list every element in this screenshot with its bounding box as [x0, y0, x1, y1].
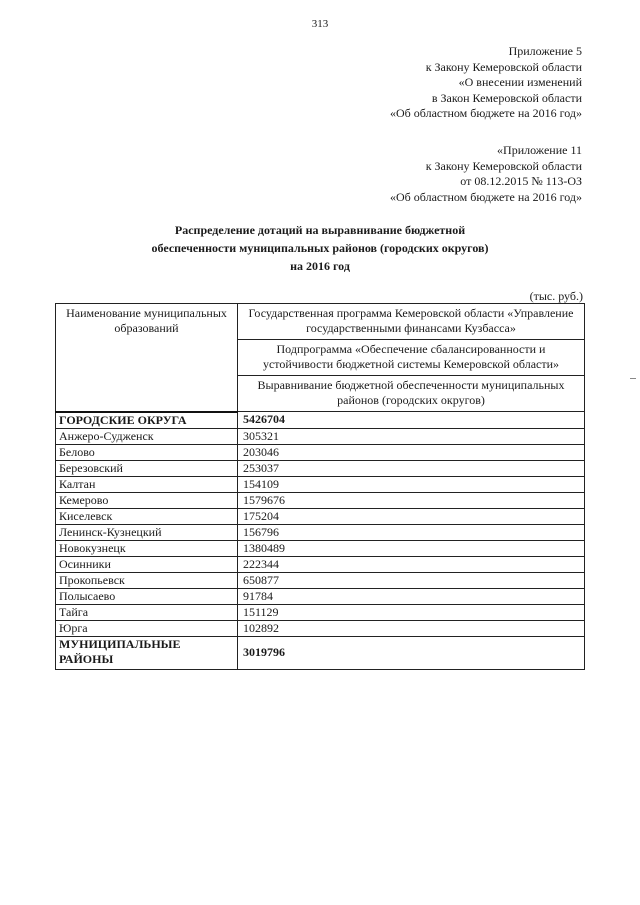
header-name: Наименование муниципальных образований	[56, 304, 238, 412]
annex-line: «Приложение 11	[497, 143, 582, 157]
table-row	[56, 428, 585, 444]
annex-5-header	[390, 44, 582, 122]
row-name: Киселевск	[56, 508, 238, 524]
table-row	[56, 444, 585, 460]
table-row	[56, 620, 585, 636]
row-value: 203046	[238, 444, 585, 460]
row-name: Новокузнецк	[56, 540, 238, 556]
row-name: Кемерово	[56, 492, 238, 508]
row-value: 151129	[238, 604, 585, 620]
row-name: Ленинск-Кузнецкий	[56, 524, 238, 540]
row-value: 1380489	[238, 540, 585, 556]
header-measure: Выравнивание бюджетной обеспеченности муниципальных районов (городских округов)	[238, 376, 585, 412]
row-value: 305321	[238, 428, 585, 444]
row-value: 156796	[238, 524, 585, 540]
title-line: Распределение дотаций на выравнивание бюджетной	[174, 223, 466, 237]
row-name: МУНИЦИПАЛЬНЫЕ РАЙОНЫ	[56, 636, 238, 669]
row-name: Осинники	[56, 556, 238, 572]
row-name: Березовский	[56, 460, 238, 476]
scan-edge-mark	[630, 378, 636, 379]
row-value: 222344	[238, 556, 585, 572]
annex-line: от 08.12.2015 № 113-ОЗ	[460, 174, 582, 188]
row-value: 91784	[238, 588, 585, 604]
row-value: 253037	[238, 460, 585, 476]
page-number: 313	[311, 18, 329, 30]
table-row-group	[56, 412, 585, 429]
table-row	[56, 524, 585, 540]
row-value: 154109	[238, 476, 585, 492]
annex-line: «Об областном бюджете на 2016 год»	[390, 106, 582, 120]
table-row	[56, 492, 585, 508]
row-name: ГОРОДСКИЕ ОКРУГА	[56, 412, 238, 429]
row-value: 3019796	[238, 636, 585, 669]
table-row	[56, 588, 585, 604]
row-name: Тайга	[56, 604, 238, 620]
document-title	[0, 221, 640, 275]
distribution-table	[55, 303, 585, 670]
title-line: на 2016 год	[290, 259, 350, 273]
title-line: обеспеченности муниципальных районов (городских округов)	[151, 241, 489, 255]
row-name: Белово	[56, 444, 238, 460]
annex-line: «Об областном бюджете на 2016 год»	[390, 189, 582, 204]
annex-line: Приложение 5	[508, 44, 582, 58]
row-value: 650877	[238, 572, 585, 588]
table-row	[56, 460, 585, 476]
table-row	[56, 476, 585, 492]
annex-line: в Закон Кемеровской области	[431, 90, 582, 105]
row-name: Полысаево	[56, 588, 238, 604]
row-name: Калтан	[56, 476, 238, 492]
table-row	[56, 604, 585, 620]
units-label: (тыс. руб.)	[529, 289, 583, 303]
table-row-group	[56, 636, 585, 669]
row-name: Юрга	[56, 620, 238, 636]
row-value: 5426704	[238, 412, 585, 429]
row-value: 102892	[238, 620, 585, 636]
table-header-row	[56, 304, 585, 340]
table-row	[56, 540, 585, 556]
row-name: Прокопьевск	[56, 572, 238, 588]
header-program: Государственная программа Кемеровской области «Управление государственными финансами Кузбасса»	[238, 304, 585, 340]
annex-line: к Закону Кемеровской области	[425, 59, 582, 74]
header-subprogram: Подпрограмма «Обеспечение сбалансированности и устойчивости бюджетной системы Кемеровской области»	[238, 340, 585, 376]
annex-line: к Закону Кемеровской области	[425, 158, 582, 173]
annex-11-header	[390, 143, 582, 205]
table-row	[56, 508, 585, 524]
table-row	[56, 572, 585, 588]
table-row	[56, 556, 585, 572]
row-value: 1579676	[238, 492, 585, 508]
annex-line: «О внесении изменений	[458, 75, 582, 89]
row-value: 175204	[238, 508, 585, 524]
row-name: Анжеро-Судженск	[56, 428, 238, 444]
